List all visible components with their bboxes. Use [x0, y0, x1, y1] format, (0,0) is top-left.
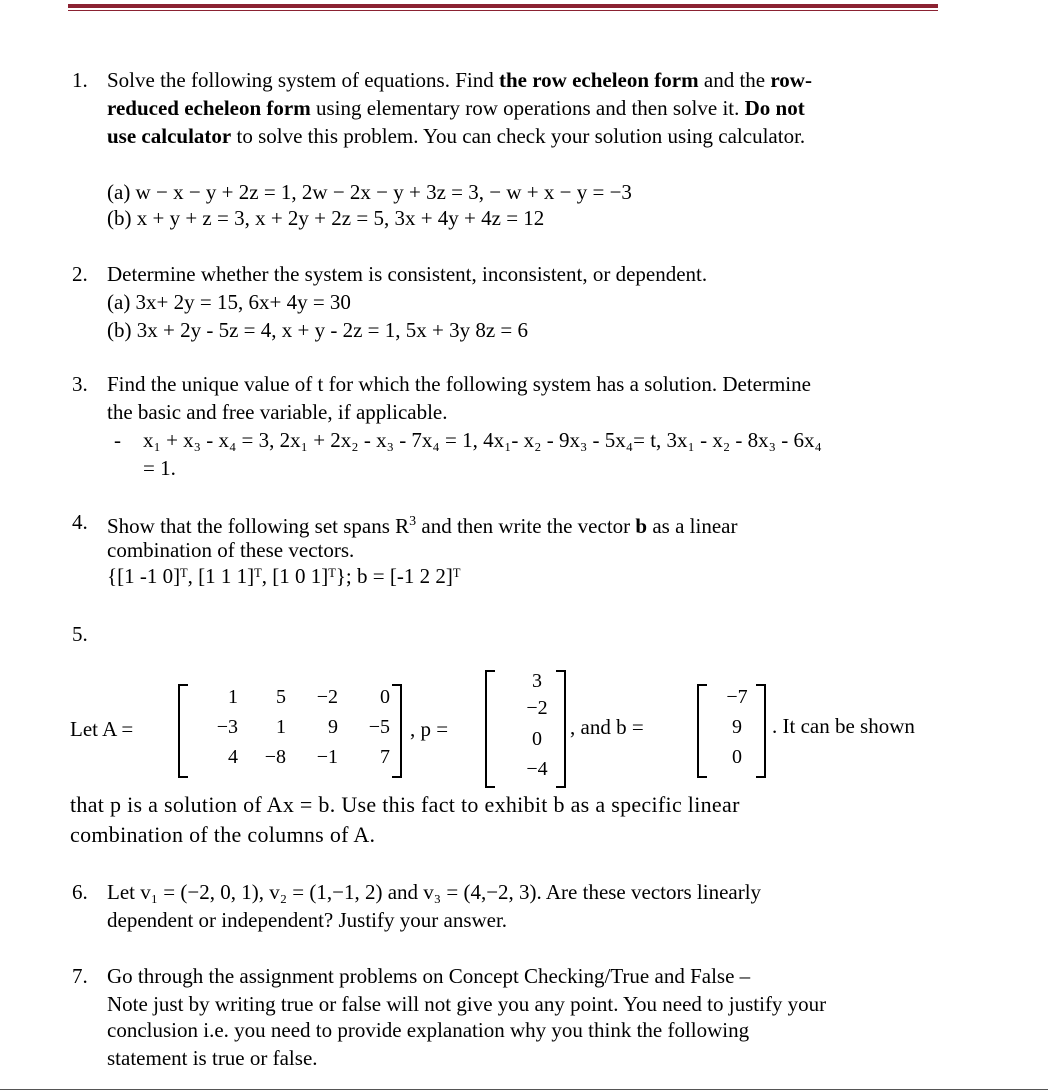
problem-1-number: 1.	[72, 68, 88, 92]
matrix-a-cell: 1	[276, 716, 286, 738]
matrix-a-cell: −1	[316, 746, 338, 768]
problem-3-equation-end: = 1.	[143, 456, 176, 480]
problem-3-line-1: Find the unique value of t for which the following system has a solution. Determine	[107, 372, 811, 396]
matrix-a-cell: 0	[380, 686, 390, 708]
problem-3-dash: -	[114, 428, 121, 452]
vector-b-entry: 0	[732, 746, 742, 768]
matrix-a-cell: −2	[316, 686, 338, 708]
matrix-a-right-bracket	[392, 684, 402, 778]
problem-1-part-b: (b) x + y + z = 3, x + 2y + 2z = 5, 3x + 4y + 4z = 12	[107, 206, 545, 230]
vector-p-entry: 0	[532, 728, 542, 750]
problem-7-number: 7.	[72, 964, 88, 988]
problem-2-text: Determine whether the system is consistent, inconsistent, or dependent.	[107, 262, 708, 286]
matrix-a-cell: −5	[368, 716, 390, 738]
problem-1-line-3: use calculator to solve this problem. You can check your solution using calculator.	[107, 124, 806, 148]
matrix-a-cell: −3	[216, 716, 238, 738]
problem-6-line-1: Let v₁ = (−2, 0, 1), v₂ = (1,−1, 2) and v₃ = (4,−2, 3). Are these vectors linearly	[107, 880, 762, 904]
matrix-a-cell: 7	[380, 746, 390, 768]
vector-b-entry: 9	[732, 716, 742, 738]
problem-7-line-2: Note just by writing true or false will not give you any point. You need to justify your	[107, 992, 827, 1016]
matrix-a-cell: 4	[228, 746, 238, 768]
problem-2-part-b: (b) 3x + 2y - 5z = 4, x + y - 2z = 1, 5x + 3y 8z = 6	[107, 318, 528, 342]
vector-p-entry: −2	[526, 697, 548, 719]
problem-1-line-2: reduced echeleon form using elementary row operations and then solve it. Do not	[107, 96, 805, 120]
matrix-a-cell: −8	[264, 746, 286, 768]
vector-p-entry: −4	[526, 758, 548, 780]
vector-p-entry: 3	[532, 670, 542, 692]
problem-5-p-label: , p =	[410, 717, 449, 741]
problem-7-line-3: conclusion i.e. you need to provide explanation why you think the following	[107, 1018, 750, 1042]
problem-3-number: 3.	[72, 372, 88, 396]
problem-6-number: 6.	[72, 880, 88, 904]
matrix-a-cell: 5	[276, 686, 286, 708]
vector-p-left-bracket	[485, 670, 495, 788]
problem-4-vector-set: {[1 -1 0]ᵀ, [1 1 1]ᵀ, [1 0 1]ᵀ}; b = [-1 2 2]ᵀ	[107, 564, 461, 588]
problem-5-number: 5.	[72, 622, 88, 646]
problem-3-equation: x₁ + x₃ - x₄ = 3, 2x₁ + 2x₂ - x₃ - 7x₄ = 1, 4x₁- x₂ - 9x₃ - 5x₄= t, 3x₁ - x₂ - 8x₃ - 6x₄	[143, 428, 822, 452]
problem-1-part-a: (a) w − x − y + 2z = 1, 2w − 2x − y + 3z = 3, − w + x − y = −3	[107, 180, 632, 204]
matrix-a-left-bracket	[178, 684, 188, 778]
vector-b-left-bracket	[697, 684, 707, 778]
problem-5-and-b: , and b =	[570, 715, 644, 739]
vector-b-right-bracket	[756, 684, 766, 778]
matrix-a-cell: 9	[328, 716, 338, 738]
problem-7-line-1: Go through the assignment problems on Concept Checking/True and False –	[107, 964, 751, 988]
problem-4-number: 4.	[72, 510, 88, 534]
problem-5-let-a: Let A =	[70, 717, 134, 741]
footer-rule	[0, 1089, 1048, 1090]
problem-3-line-2: the basic and free variable, if applicable.	[107, 400, 448, 424]
problem-5-line-3: combination of the columns of A.	[70, 822, 376, 847]
matrix-a-cell: 1	[228, 686, 238, 708]
problem-2-number: 2.	[72, 262, 88, 286]
problem-4-line-1: Show that the following set spans $R^3$ and then write the vector b as a linear	[107, 514, 738, 538]
problem-5-line-2: that p is a solution of Ax = b. Use this fact to exhibit b as a specific linear	[70, 792, 740, 817]
vector-p-right-bracket	[556, 670, 566, 788]
vector-b-entry: −7	[726, 686, 748, 708]
header-rule-thick	[68, 4, 938, 8]
problem-1-line-1: Solve the following system of equations. Find the row echeleon form and the row-	[107, 68, 812, 92]
problem-4-line-2: combination of these vectors.	[107, 538, 355, 562]
header-rule-thin	[68, 10, 938, 11]
problem-6-line-2: dependent or independent? Justify your answer.	[107, 908, 508, 932]
problem-2-part-a: (a) 3x+ 2y = 15, 6x+ 4y = 30	[107, 290, 351, 314]
problem-5-it-can-be-shown: . It can be shown	[772, 714, 915, 738]
problem-7-line-4: statement is true or false.	[107, 1046, 318, 1070]
header-rule	[68, 4, 938, 11]
